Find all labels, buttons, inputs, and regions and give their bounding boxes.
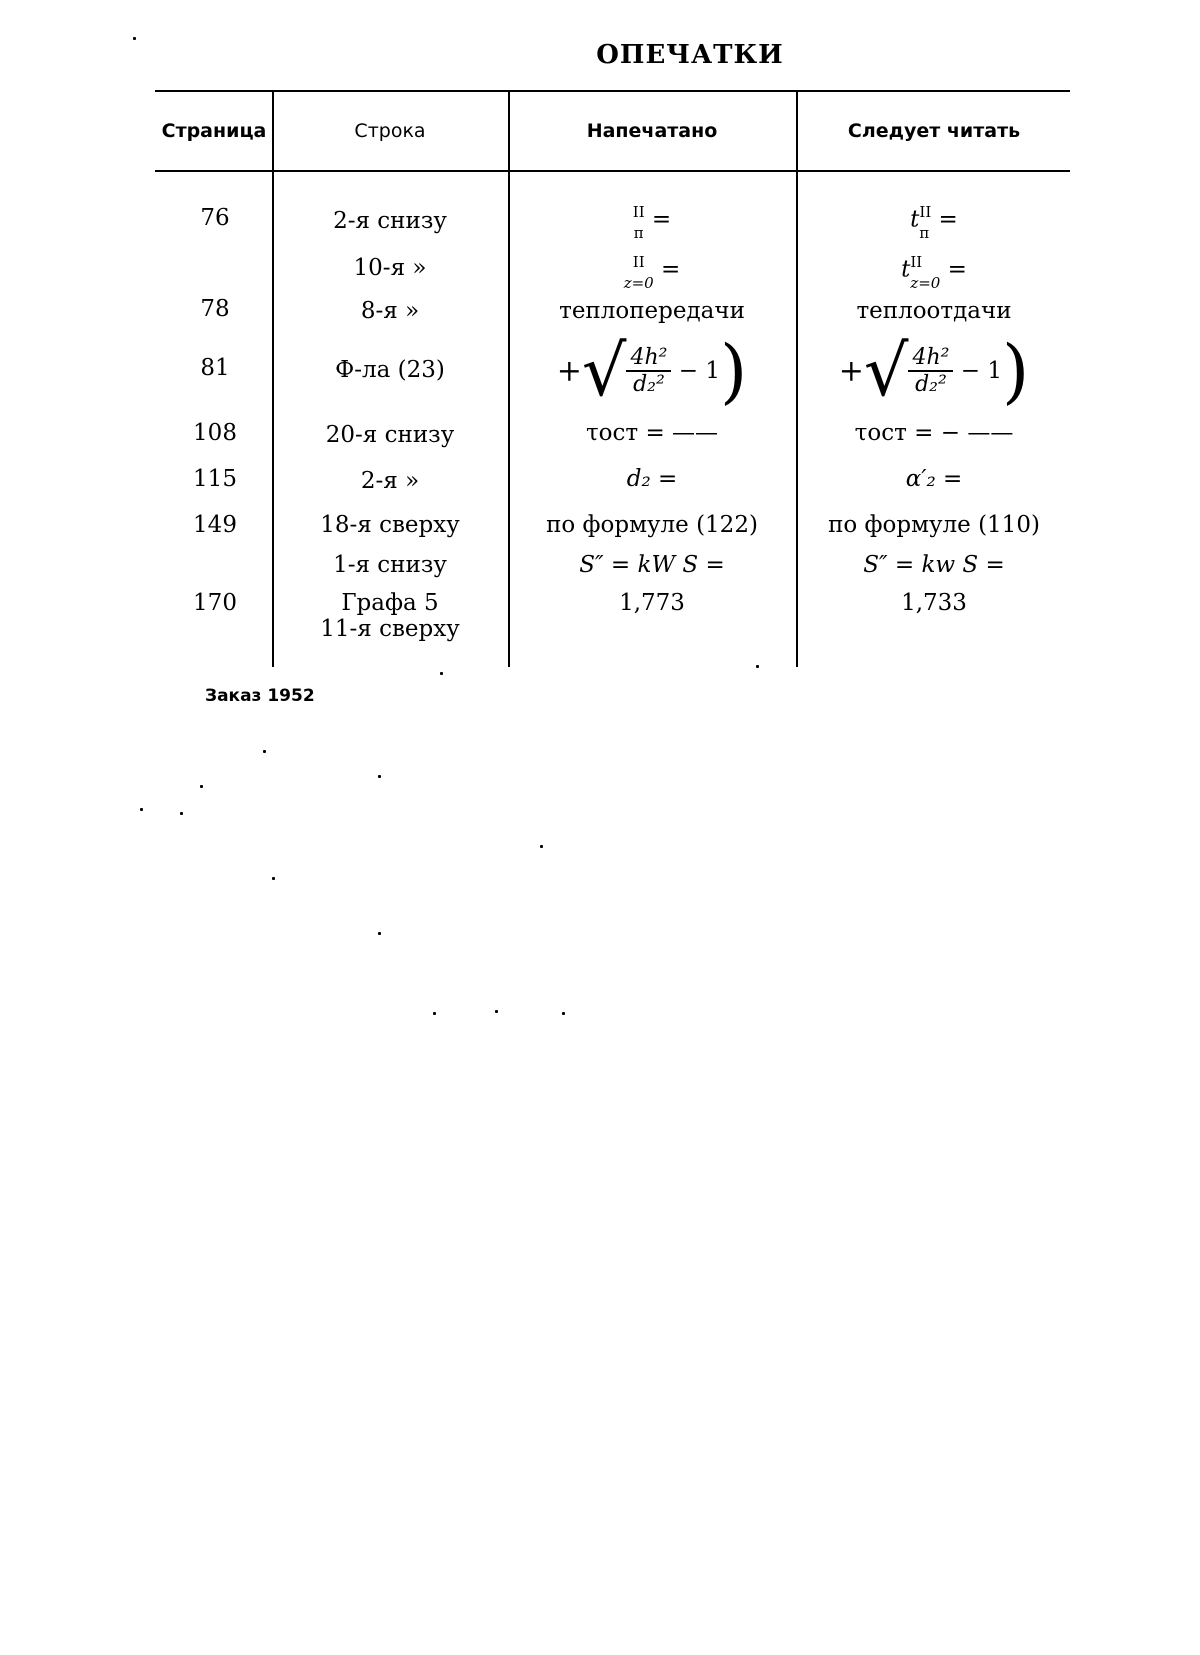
table-row-page: 81 — [200, 355, 230, 381]
scan-speck — [180, 812, 183, 815]
scan-speck — [440, 672, 443, 675]
table-row-line: 11-я сверху — [320, 616, 460, 642]
table-top-rule — [155, 90, 1070, 92]
scan-speck — [263, 750, 266, 753]
order-number: Заказ 1952 — [205, 686, 315, 706]
scan-speck — [140, 808, 143, 811]
scan-speck — [495, 1010, 498, 1013]
table-row-should-read: по формуле (110) — [828, 512, 1040, 538]
table-row-page: 115 — [193, 466, 237, 492]
table-row-should-read: теплоотдачи — [856, 298, 1012, 324]
scan-speck — [562, 1012, 565, 1015]
table-row-should-read: τост = − —— — [854, 420, 1014, 446]
table-row-line: 10-я » — [353, 255, 427, 281]
table-row-line: Ф-ла (23) — [335, 357, 445, 383]
table-row-printed: теплопередачи — [559, 298, 745, 324]
scan-speck — [133, 37, 136, 40]
table-row-should-read: tII z=0 = — [901, 253, 967, 292]
scan-speck — [200, 785, 203, 788]
table-row-printed: II z=0 = — [623, 253, 681, 292]
header-bottom-rule — [155, 170, 1070, 172]
scan-speck — [378, 775, 381, 778]
table-row-line: 18-я сверху — [320, 512, 460, 538]
scan-speck — [378, 932, 381, 935]
table-row-line: 2-я снизу — [333, 208, 447, 234]
header-printed: Напечатано — [586, 120, 718, 142]
table-row-should-read: α′₂ = — [905, 466, 963, 492]
table-row-page: 170 — [193, 590, 237, 616]
table-row-should-read: +√ $\frac{\text{4h²}}{\text{d₂²}}$ − 1) — [838, 330, 1030, 412]
table-row-should-read: tII п = — [910, 203, 958, 242]
table-row-line: 1-я снизу — [333, 552, 447, 578]
table-row-line: Графа 5 — [341, 590, 439, 616]
header-line: Строка — [354, 120, 426, 142]
scan-speck — [433, 1012, 436, 1015]
table-row-should-read: S″ = kw S = — [863, 552, 1005, 578]
header-page: Страница — [161, 120, 267, 142]
scan-speck — [756, 665, 759, 668]
table-row-should-read: 1,733 — [901, 590, 967, 616]
table-row-line: 2-я » — [360, 468, 420, 494]
table-row-line: 8-я » — [360, 298, 420, 324]
table-row-page: 76 — [200, 205, 230, 231]
page-title: ОПЕЧАТКИ — [596, 40, 784, 70]
table-row-page: 78 — [200, 296, 230, 322]
table-row-printed: d₂ = — [626, 466, 678, 492]
table-row-printed: II п = — [632, 203, 672, 242]
table-row-printed: τост = —— — [585, 420, 719, 446]
scan-speck — [540, 845, 543, 848]
table-row-page: 149 — [193, 512, 237, 538]
table-row-printed: 1,773 — [619, 590, 685, 616]
scan-speck — [272, 877, 275, 880]
table-row-printed: по формуле (122) — [546, 512, 758, 538]
table-row-page: 108 — [193, 420, 237, 446]
table-row-printed: S″ = kW S = — [579, 552, 725, 578]
table-row-line: 20-я снизу — [325, 422, 455, 448]
header-should-read: Следует читать — [847, 120, 1021, 142]
table-row-printed: +√ $\frac{\text{4h²}}{\text{d₂²}}$ − 1) — [556, 330, 748, 412]
